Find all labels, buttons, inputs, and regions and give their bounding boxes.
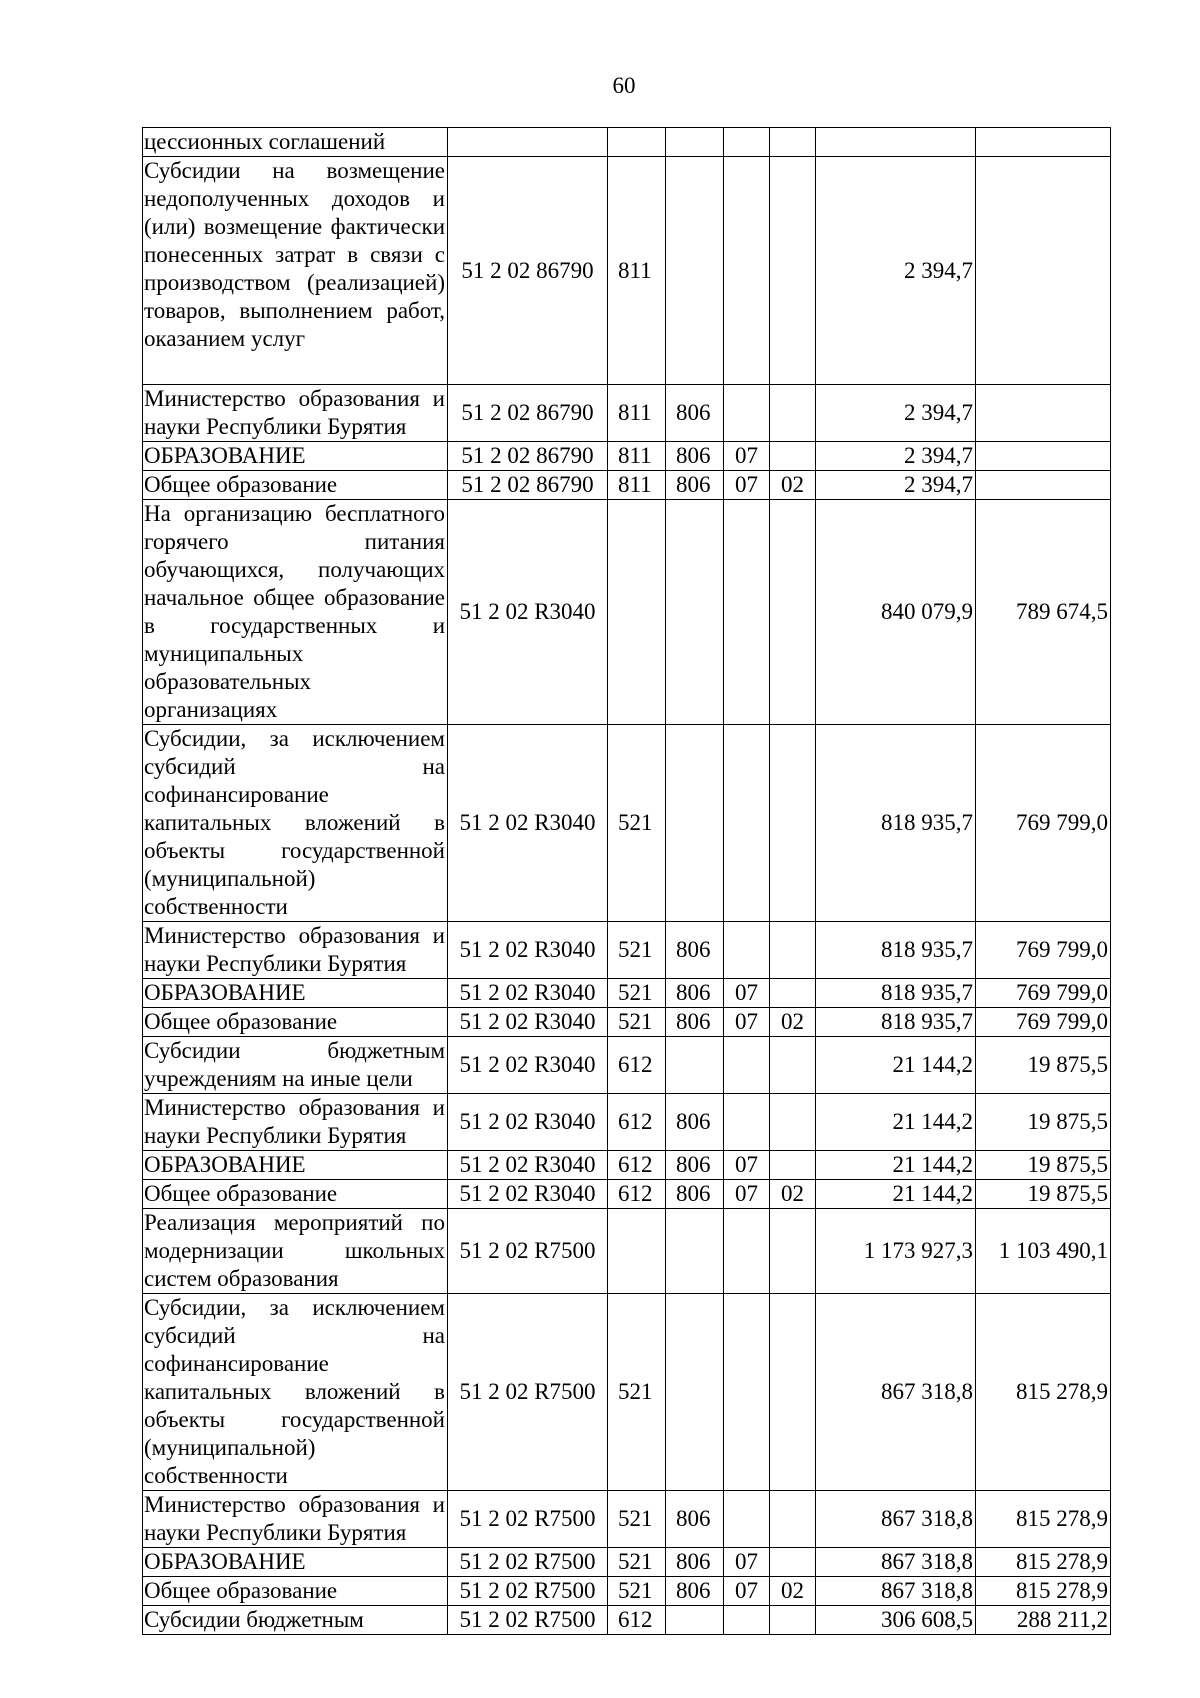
row-expense-type: 612 xyxy=(608,1094,666,1151)
row-administrator: 806 xyxy=(666,471,724,500)
row-subsection xyxy=(770,157,816,385)
row-name: ОБРАЗОВАНИЕ xyxy=(143,442,448,471)
row-expense-type xyxy=(608,500,666,725)
row-section xyxy=(724,1606,770,1635)
row-amount-year-2: 1 103 490,1 xyxy=(976,1209,1111,1294)
row-subsection: 02 xyxy=(770,1008,816,1037)
row-code: 51 2 02 R3040 xyxy=(448,500,608,725)
row-amount-year-2: 769 799,0 xyxy=(976,979,1111,1008)
table-row xyxy=(143,1094,1111,1151)
row-expense-type: 811 xyxy=(608,471,666,500)
row-name: Министерство образования и науки Республики Бурятия xyxy=(143,1491,448,1548)
row-amount-year-2: 815 278,9 xyxy=(976,1294,1111,1491)
row-subsection xyxy=(770,500,816,725)
row-amount-year-1: 818 935,7 xyxy=(816,725,976,922)
row-expense-type xyxy=(608,128,666,157)
row-subsection xyxy=(770,979,816,1008)
table-row xyxy=(143,1008,1111,1037)
table-row xyxy=(143,1180,1111,1209)
row-expense-type: 811 xyxy=(608,385,666,442)
row-code: 51 2 02 R7500 xyxy=(448,1294,608,1491)
row-administrator: 806 xyxy=(666,1151,724,1180)
row-expense-type: 521 xyxy=(608,725,666,922)
row-subsection xyxy=(770,1294,816,1491)
row-code: 51 2 02 R3040 xyxy=(448,725,608,922)
row-code: 51 2 02 86790 xyxy=(448,471,608,500)
row-amount-year-2 xyxy=(976,442,1111,471)
row-code: 51 2 02 R3040 xyxy=(448,1037,608,1094)
table-row xyxy=(143,1037,1111,1094)
table-row xyxy=(143,128,1111,157)
row-subsection xyxy=(770,1548,816,1577)
row-name: Общее образование xyxy=(143,1577,448,1606)
row-subsection xyxy=(770,1094,816,1151)
row-amount-year-1: 306 608,5 xyxy=(816,1606,976,1635)
row-section xyxy=(724,128,770,157)
row-amount-year-1: 21 144,2 xyxy=(816,1094,976,1151)
row-expense-type: 612 xyxy=(608,1606,666,1635)
row-amount-year-2 xyxy=(976,471,1111,500)
row-section xyxy=(724,1037,770,1094)
row-code: 51 2 02 R7500 xyxy=(448,1209,608,1294)
table-body xyxy=(143,128,1111,1635)
row-name: Общее образование xyxy=(143,1180,448,1209)
row-name: Министерство образования и науки Республики Бурятия xyxy=(143,922,448,979)
row-name: ОБРАЗОВАНИЕ xyxy=(143,1151,448,1180)
row-section xyxy=(724,922,770,979)
row-amount-year-2: 288 211,2 xyxy=(976,1606,1111,1635)
row-name: Субсидии бюджетным учреждениям на иные цели xyxy=(143,1037,448,1094)
row-expense-type: 521 xyxy=(608,1491,666,1548)
row-administrator: 806 xyxy=(666,979,724,1008)
row-amount-year-2: 769 799,0 xyxy=(976,1008,1111,1037)
row-section xyxy=(724,725,770,922)
row-expense-type: 612 xyxy=(608,1180,666,1209)
row-expense-type: 521 xyxy=(608,979,666,1008)
row-name: Субсидии, за исключением субсидий на софинансирование капитальных вложений в объекты государственной (муниципальной) собственности xyxy=(143,725,448,922)
row-section xyxy=(724,157,770,385)
row-amount-year-2 xyxy=(976,128,1111,157)
table-row xyxy=(143,471,1111,500)
row-expense-type: 612 xyxy=(608,1151,666,1180)
table-row xyxy=(143,1294,1111,1491)
row-section xyxy=(724,500,770,725)
table-row xyxy=(143,500,1111,725)
row-code: 51 2 02 R3040 xyxy=(448,1151,608,1180)
row-administrator xyxy=(666,1209,724,1294)
table-row xyxy=(143,1577,1111,1606)
row-subsection xyxy=(770,922,816,979)
row-administrator: 806 xyxy=(666,922,724,979)
row-name: Субсидии, за исключением субсидий на софинансирование капитальных вложений в объекты государственной (муниципальной) собственности xyxy=(143,1294,448,1491)
table-row xyxy=(143,1606,1111,1635)
row-subsection xyxy=(770,442,816,471)
row-section xyxy=(724,1294,770,1491)
row-code: 51 2 02 R7500 xyxy=(448,1577,608,1606)
row-administrator xyxy=(666,1606,724,1635)
row-section xyxy=(724,1094,770,1151)
row-administrator xyxy=(666,128,724,157)
row-code: 51 2 02 R3040 xyxy=(448,922,608,979)
row-subsection xyxy=(770,1491,816,1548)
row-amount-year-1: 2 394,7 xyxy=(816,157,976,385)
table-row xyxy=(143,979,1111,1008)
row-amount-year-2 xyxy=(976,385,1111,442)
row-name: Министерство образования и науки Республики Бурятия xyxy=(143,1094,448,1151)
row-expense-type: 612 xyxy=(608,1037,666,1094)
row-administrator xyxy=(666,500,724,725)
row-amount-year-1: 21 144,2 xyxy=(816,1180,976,1209)
row-amount-year-1: 21 144,2 xyxy=(816,1037,976,1094)
table-row xyxy=(143,922,1111,979)
row-amount-year-2: 769 799,0 xyxy=(976,922,1111,979)
row-amount-year-1: 867 318,8 xyxy=(816,1548,976,1577)
row-name: ОБРАЗОВАНИЕ xyxy=(143,1548,448,1577)
row-amount-year-2: 789 674,5 xyxy=(976,500,1111,725)
row-section xyxy=(724,385,770,442)
row-amount-year-2: 815 278,9 xyxy=(976,1491,1111,1548)
row-section: 07 xyxy=(724,1577,770,1606)
row-amount-year-1 xyxy=(816,128,976,157)
row-amount-year-1: 818 935,7 xyxy=(816,1008,976,1037)
row-name: Субсидии на возмещение недополученных доходов и (или) возмещение фактически понесенных затрат в связи с производством (реализацией) товаров, выполнением работ, оказанием услуг xyxy=(143,157,448,385)
row-amount-year-1: 867 318,8 xyxy=(816,1577,976,1606)
row-administrator: 806 xyxy=(666,1491,724,1548)
row-subsection xyxy=(770,725,816,922)
row-code: 51 2 02 R3040 xyxy=(448,1094,608,1151)
row-amount-year-1: 818 935,7 xyxy=(816,922,976,979)
row-section: 07 xyxy=(724,1180,770,1209)
row-administrator: 806 xyxy=(666,1008,724,1037)
row-amount-year-2: 19 875,5 xyxy=(976,1094,1111,1151)
row-amount-year-2: 19 875,5 xyxy=(976,1037,1111,1094)
budget-table xyxy=(142,127,1111,1635)
row-section xyxy=(724,1209,770,1294)
row-name: Министерство образования и науки Республики Бурятия xyxy=(143,385,448,442)
row-administrator: 806 xyxy=(666,385,724,442)
page-number: 60 xyxy=(612,73,636,98)
row-subsection xyxy=(770,1606,816,1635)
row-amount-year-2: 19 875,5 xyxy=(976,1180,1111,1209)
row-amount-year-1: 2 394,7 xyxy=(816,471,976,500)
row-section: 07 xyxy=(724,1008,770,1037)
row-administrator: 806 xyxy=(666,1577,724,1606)
row-administrator xyxy=(666,157,724,385)
row-code: 51 2 02 R3040 xyxy=(448,1180,608,1209)
row-subsection: 02 xyxy=(770,471,816,500)
table-row xyxy=(143,725,1111,922)
row-administrator: 806 xyxy=(666,1094,724,1151)
row-code: 51 2 02 R7500 xyxy=(448,1548,608,1577)
row-section: 07 xyxy=(724,442,770,471)
row-name: На организацию бесплатного горячего питания обучающихся, получающих начальное общее образование в государственных и муниципальных образовательных организациях xyxy=(143,500,448,725)
row-name: Субсидии бюджетным xyxy=(143,1606,448,1635)
row-amount-year-2 xyxy=(976,157,1111,385)
row-subsection: 02 xyxy=(770,1180,816,1209)
table-row xyxy=(143,1491,1111,1548)
row-administrator: 806 xyxy=(666,442,724,471)
table-row xyxy=(143,157,1111,385)
row-expense-type: 521 xyxy=(608,1548,666,1577)
table-row xyxy=(143,1209,1111,1294)
row-amount-year-1: 2 394,7 xyxy=(816,442,976,471)
row-administrator xyxy=(666,725,724,922)
row-section: 07 xyxy=(724,1548,770,1577)
row-amount-year-1: 867 318,8 xyxy=(816,1294,976,1491)
row-amount-year-1: 2 394,7 xyxy=(816,385,976,442)
row-name: Общее образование xyxy=(143,1008,448,1037)
row-code: 51 2 02 R3040 xyxy=(448,1008,608,1037)
row-name: Реализация мероприятий по модернизации школьных систем образования xyxy=(143,1209,448,1294)
table-row xyxy=(143,385,1111,442)
row-expense-type: 811 xyxy=(608,157,666,385)
row-amount-year-1: 818 935,7 xyxy=(816,979,976,1008)
table-row xyxy=(143,1151,1111,1180)
row-subsection xyxy=(770,1037,816,1094)
row-amount-year-2: 815 278,9 xyxy=(976,1577,1111,1606)
row-subsection xyxy=(770,1151,816,1180)
row-section: 07 xyxy=(724,1151,770,1180)
row-amount-year-1: 1 173 927,3 xyxy=(816,1209,976,1294)
row-section: 07 xyxy=(724,471,770,500)
row-amount-year-1: 840 079,9 xyxy=(816,500,976,725)
row-code: 51 2 02 86790 xyxy=(448,385,608,442)
row-expense-type: 521 xyxy=(608,922,666,979)
row-code xyxy=(448,128,608,157)
row-amount-year-1: 21 144,2 xyxy=(816,1151,976,1180)
row-administrator: 806 xyxy=(666,1548,724,1577)
row-administrator xyxy=(666,1037,724,1094)
table-row xyxy=(143,1548,1111,1577)
row-expense-type: 811 xyxy=(608,442,666,471)
row-code: 51 2 02 R7500 xyxy=(448,1606,608,1635)
table-row xyxy=(143,442,1111,471)
row-code: 51 2 02 R3040 xyxy=(448,979,608,1008)
row-code: 51 2 02 86790 xyxy=(448,442,608,471)
row-name: ОБРАЗОВАНИЕ xyxy=(143,979,448,1008)
row-name: Общее образование xyxy=(143,471,448,500)
row-subsection xyxy=(770,385,816,442)
row-code: 51 2 02 R7500 xyxy=(448,1491,608,1548)
row-subsection xyxy=(770,1209,816,1294)
row-expense-type: 521 xyxy=(608,1577,666,1606)
row-administrator: 806 xyxy=(666,1180,724,1209)
row-expense-type: 521 xyxy=(608,1294,666,1491)
row-code: 51 2 02 86790 xyxy=(448,157,608,385)
row-subsection xyxy=(770,128,816,157)
row-amount-year-2: 815 278,9 xyxy=(976,1548,1111,1577)
row-subsection: 02 xyxy=(770,1577,816,1606)
row-administrator xyxy=(666,1294,724,1491)
row-section: 07 xyxy=(724,979,770,1008)
row-section xyxy=(724,1491,770,1548)
row-amount-year-2: 769 799,0 xyxy=(976,725,1111,922)
row-expense-type: 521 xyxy=(608,1008,666,1037)
row-amount-year-1: 867 318,8 xyxy=(816,1491,976,1548)
row-name: цессионных соглашений xyxy=(143,128,448,157)
row-amount-year-2: 19 875,5 xyxy=(976,1151,1111,1180)
row-expense-type xyxy=(608,1209,666,1294)
